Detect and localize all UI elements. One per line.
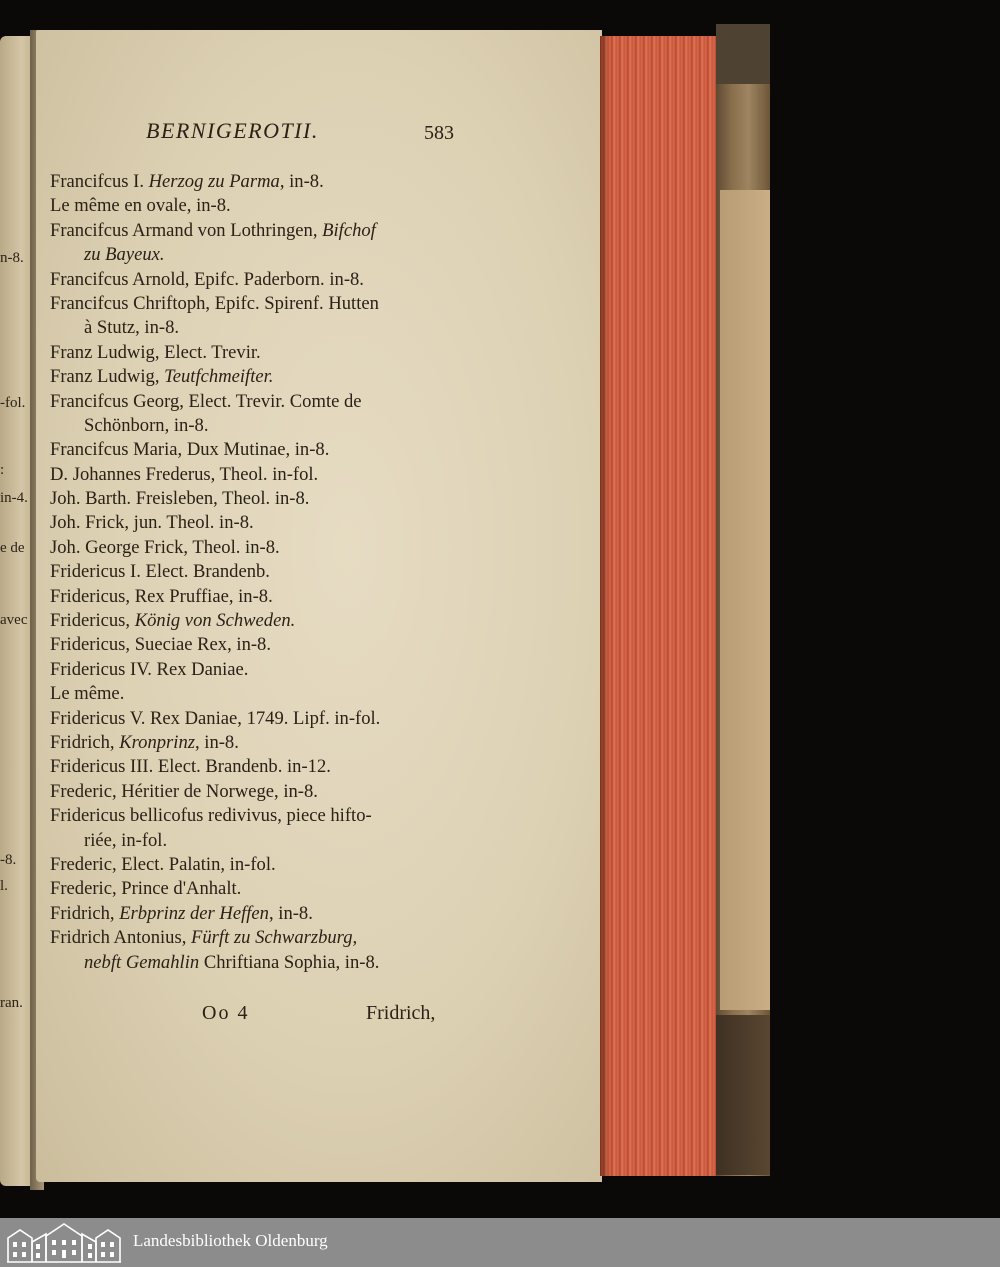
entry-text: Fridericus, (50, 610, 135, 632)
entry-text: Le même. (50, 683, 125, 705)
entry-text: Fridericus V. Rex Daniae, 1749. Lipf. in-fol. (50, 707, 381, 729)
entry-line (50, 292, 460, 316)
entry-line (50, 194, 460, 218)
running-head: BERNIGEROTII. (146, 118, 319, 143)
entry-italic-text: nebft Gemahlin (84, 951, 200, 973)
entry-text: Francifcus Georg, Elect. Trevir. Comte de (50, 390, 362, 412)
entry-italic-text: König von Schweden. (134, 610, 296, 632)
previous-page-fragment: n-8. (0, 250, 24, 266)
page-header (36, 118, 602, 158)
entry-line (50, 243, 460, 267)
entry-text: Franz Ludwig, Elect. Trevir. (50, 341, 261, 363)
previous-page-fragment: avec (0, 612, 28, 628)
entry-italic-text: Teutfchmeifter. (164, 366, 274, 388)
entry-text: Chriftiana Sophia, in-8. (199, 951, 380, 973)
entry-text: , in-8. (279, 171, 324, 192)
entry-italic-text: Erbprinz der Heffen (119, 902, 269, 924)
entry-text: Fridrich, (50, 902, 120, 924)
entry-italic-text: Kronprinz (119, 731, 195, 753)
entry-line (50, 731, 460, 755)
cover-top-corner (716, 24, 770, 84)
entry-line (50, 658, 460, 682)
entry-text: Fridericus bellicofus redivivus, piece hifto- (50, 805, 372, 827)
entry-text: Fridericus IV. Rex Daniae. (50, 658, 249, 680)
entry-text: Francifcus Arnold, Epifc. Paderborn. in-8. (50, 268, 364, 290)
page-number: 583 (424, 122, 454, 144)
entry-italic-text: Fürft zu Schwarzburg, (191, 927, 358, 949)
institution-name: Landesbibliothek Oldenburg (133, 1231, 328, 1250)
previous-page-fragment: in-4. (0, 490, 28, 506)
entry-text: Frederic, Héritier de Norwege, in-8. (50, 780, 318, 802)
entry-text: à Stutz, in-8. (84, 317, 180, 339)
library-building-icon (6, 1222, 122, 1264)
entry-text: , in-8. (268, 902, 313, 924)
entry-text: Le même en ovale, in-8. (50, 195, 231, 217)
entry-italic-text: Herzog zu Parma (148, 171, 280, 192)
entry-line (50, 463, 460, 487)
entry-line (50, 316, 460, 340)
entry-line (50, 219, 460, 243)
cover-board-paper (720, 190, 770, 1010)
entry-text: Fridericus, Sueciae Rex, in-8. (50, 634, 272, 656)
entry-line (50, 487, 460, 511)
red-fore-edge (600, 36, 720, 1176)
institution-bar (0, 1218, 1000, 1267)
entry-line (50, 170, 460, 194)
entry-text: , in-8. (194, 731, 239, 753)
entry-text: Schönborn, in-8. (84, 414, 209, 436)
entry-text: Franz Ludwig, (50, 366, 165, 388)
entry-text: riée, in-fol. (84, 829, 168, 851)
entry-line (50, 268, 460, 292)
entry-line (50, 633, 460, 657)
entry-line (50, 560, 460, 584)
entry-line (50, 755, 460, 779)
entry-text: Francifcus I. (50, 171, 149, 192)
entry-italic-text: Bifchof (322, 219, 376, 241)
entry-text: D. Johannes Frederus, Theol. in-fol. (50, 463, 319, 485)
previous-page-fragment: -8. (0, 852, 17, 868)
entry-line (50, 585, 460, 609)
entry-line (50, 536, 460, 560)
cover-bottom-corner (716, 1015, 770, 1175)
entry-text: Frederic, Elect. Palatin, in-fol. (50, 853, 276, 875)
previous-page-fragment: : (0, 462, 5, 478)
signature-mark: Oo 4 (202, 1002, 250, 1024)
catchword: Fridrich, (366, 1002, 436, 1024)
previous-page-fragment: -fol. (0, 395, 26, 411)
entry-list (50, 170, 460, 975)
entry-line (50, 804, 460, 828)
entry-line (50, 414, 460, 438)
entry-line (50, 365, 460, 389)
entry-text: Francifcus Maria, Dux Mutinae, in-8. (50, 439, 330, 461)
entry-line (50, 707, 460, 731)
entry-line (50, 877, 460, 901)
previous-page-fragment: ran. (0, 995, 23, 1011)
entry-line (50, 609, 460, 633)
entry-italic-text: zu Bayeux. (84, 244, 165, 266)
entry-line (50, 511, 460, 535)
page-footer (36, 1002, 602, 1032)
entry-line (50, 780, 460, 804)
previous-page-fragment: e de (0, 540, 25, 556)
entry-text: Joh. George Frick, Theol. in-8. (50, 536, 280, 558)
entry-text: Fridericus I. Elect. Brandenb. (50, 561, 270, 583)
entry-line (50, 902, 460, 926)
entry-line (50, 951, 460, 975)
entry-line (50, 829, 460, 853)
entry-line (50, 853, 460, 877)
previous-page-fragment: l. (0, 878, 8, 894)
entry-text: Joh. Frick, jun. Theol. in-8. (50, 512, 254, 534)
entry-line (50, 438, 460, 462)
entry-text: Fridericus III. Elect. Brandenb. in-12. (50, 756, 331, 778)
entry-text: Francifcus Armand von Lothringen, (50, 219, 323, 241)
entry-text: Francifcus Chriftoph, Epifc. Spirenf. Hutten (50, 292, 379, 314)
entry-line (50, 926, 460, 950)
entry-text: Fridericus, Rex Pruffiae, in-8. (50, 585, 273, 607)
entry-line (50, 682, 460, 706)
entry-text: Fridrich, (50, 731, 120, 753)
entry-text: Frederic, Prince d'Anhalt. (50, 878, 242, 900)
entry-line (50, 341, 460, 365)
entry-text: Joh. Barth. Freisleben, Theol. in-8. (50, 488, 310, 510)
entry-line (50, 390, 460, 414)
entry-text: Fridrich Antonius, (50, 927, 192, 949)
